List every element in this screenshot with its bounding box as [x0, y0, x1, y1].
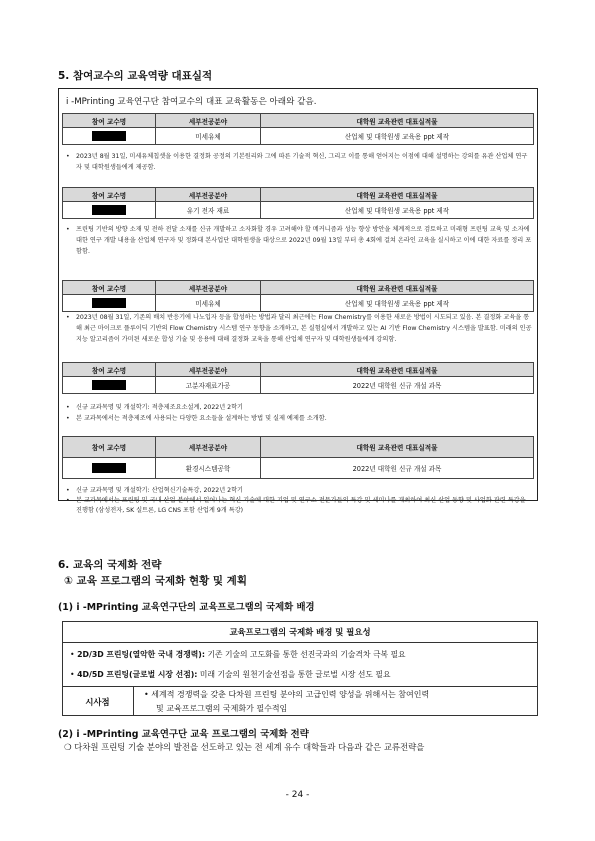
- col-professor: 참여 교수명: [63, 363, 156, 377]
- entry-bullets-3: [66, 313, 532, 345]
- implication-line-2: 및 교육프로그램의 국제화가 필수적임: [156, 704, 288, 713]
- achievement-cell: 2022년 대학원 신규 개설 과목: [261, 458, 534, 479]
- col-field: 세부전공분야: [156, 188, 261, 202]
- col-professor: 참여 교수명: [63, 281, 156, 295]
- field-cell: 유기 전자 재료: [156, 202, 261, 219]
- background-row-1: • 2D/3D 프린팅(열악한 국내 경쟁력): 기존 기술의 고도화를 통한 선진국과의 기술격차 극복 필요: [70, 650, 406, 659]
- row-text: 미래 기술의 원천기술선점을 통한 글로벌 시장 선도 필요: [197, 670, 391, 679]
- col-achievement: 대학원 교육관련 대표실적물: [261, 114, 534, 128]
- entry-table-3: [62, 280, 534, 312]
- entry-table-4: [62, 362, 534, 394]
- field-cell: 미세유체: [156, 295, 261, 312]
- col-achievement: 대학원 교육관련 대표실적물: [261, 281, 534, 295]
- entry-table-5: [62, 436, 534, 479]
- row-bold: 4D/5D 프린팅(글로벌 시장 선점):: [77, 670, 198, 679]
- col-field: 세부전공분야: [156, 281, 261, 295]
- page-number: - 24 -: [285, 790, 310, 800]
- subsection-1-heading: (1) i -MPrinting 교육연구단의 교육프로그램의 국제화 배경: [58, 602, 315, 613]
- row-bold: 2D/3D 프린팅(열악한 국내 경쟁력):: [77, 650, 205, 659]
- redacted-name: [92, 463, 126, 473]
- subsection-2-heading: (2) i -MPrinting 교육연구단 교육 프로그램의 국제화 전략: [58, 729, 309, 740]
- implication-label: 시사점: [62, 686, 134, 716]
- bullet-item: • 신규 교과목명 및 개설학기: 산업혁신기술특강, 2022년 2학기: [66, 486, 532, 496]
- achievement-cell: 산업체 및 대학원생 교육용 ppt 제작: [261, 202, 534, 219]
- col-professor: 참여 교수명: [63, 437, 156, 458]
- bullet-item: • 신규 교과목명 및 개설학기: 적층제조요소설계, 2022년 2학기: [66, 403, 532, 414]
- section6-subtitle: ① 교육 프로그램의 국제화 현황 및 계획: [64, 575, 247, 587]
- redacted-name: [92, 205, 126, 215]
- col-achievement: 대학원 교육관련 대표실적물: [261, 363, 534, 377]
- entry-bullets-2: [66, 225, 532, 257]
- background-row-2: • 4D/5D 프린팅(글로벌 시장 선점): 미래 기술의 원천기술선점을 통한 글로벌 시장 선도 필요: [70, 670, 391, 679]
- achievement-cell: 산업체 및 대학원생 교육용 ppt 제작: [261, 295, 534, 312]
- implication-line-1: • 세계적 경쟁력을 갖춘 다차원 프린팅 분야의 고급인력 양성을 위해서는 참여인력: [144, 690, 430, 699]
- entry-bullets-4: [66, 403, 532, 425]
- col-field: 세부전공분야: [156, 114, 261, 128]
- bullet-item: • 2023년 8월 31일, 미세유체칩셋을 이용한 결정화 공정의 기본원리와 그에 따른 기술적 혁신, 그리고 이를 통해 얻어지는 이점에 대해 설명하는 강의를 유관 산업체 연구자 및 대학원생들에게 제공함.: [66, 152, 532, 174]
- col-field: 세부전공분야: [156, 363, 261, 377]
- col-professor: 참여 교수명: [63, 114, 156, 128]
- entry-table-1: [62, 113, 534, 145]
- bullet-item: • 본 교과목에서는 적층제조에 사용되는 다양한 요소들을 설계하는 방법 및 실제 예제를 소개함.: [66, 414, 532, 425]
- field-cell: 고분자재료가공: [156, 377, 261, 394]
- entry-table-2: [62, 187, 534, 219]
- row-text: 기존 기술의 고도화를 통한 선진국과의 기술격차 극복 필요: [204, 650, 406, 659]
- bullet-item: • 본 교과목에서는 프린팅 및 국내 산업 분야에서 일어나는 혁신 기술에 대한 기업 및 연구소 전문가들의 특강 및 세미나를 개최하여 최신 산업 동향 및 사업화 관련 특강을 진행함 (삼성전자, SK 실트론, LG CNS 포함 산업계 9개 특강): [66, 496, 532, 516]
- col-achievement: 대학원 교육관련 대표실적물: [261, 188, 534, 202]
- col-achievement: 대학원 교육관련 대표실적물: [261, 437, 534, 458]
- bullet-item: • 프린팅 기반의 방향 소재 및 전하 전달 소재를 신규 개발하고 소자화할 경우 고려해야 할 메커니즘과 성능 향상 방안을 체계적으로 검토하고 미래형 프린팅 교육 및 소자에 대한 연구 개발 내용을 산업체 연구자 및 정화대 본사업단 대학원생을 대상으로 2022년 09월 13일 부터 총 4회에 걸쳐 온라인 교육을 실시하고 이에 대한 자료를 정리 포함함.: [66, 225, 532, 257]
- achievement-cell: 산업체 및 대학원생 교육용 ppt 제작: [261, 128, 534, 145]
- bullet-item: • 2023년 08월 31일, 기존의 배치 반응기에 나노입자 등을 합성하는 방법과 달리 최근에는 Flow Chemistry를 이용한 새로운 방법이 시도되고 있음. 본 결정화 교육을 통해 최근 마이크로 플루이딕 기반의 Flow Chemistry 시스템 연구 동향을 소개하고, 본 실험실에서 개발하고 있는 AI 기반 Flow Chemistry 시스템을 발표함. 미래의 인공지능 알고리즘이 가미된 새로운 합성 기술 및 응용에 대해 결정화 교육을 통해 산업체 연구자 및 대학원생들에게 강의함.: [66, 313, 532, 345]
- section5-title: 5. 참여교수의 교육역량 대표실적: [58, 70, 213, 82]
- achievement-cell: 2022년 대학원 신규 개설 과목: [261, 377, 534, 394]
- field-cell: 미세유체: [156, 128, 261, 145]
- redacted-name: [92, 380, 126, 390]
- col-professor: 참여 교수명: [63, 188, 156, 202]
- entry-bullets-5: [66, 486, 532, 517]
- strategy-paragraph: ❍ 다차원 프린팅 기술 분야의 발전을 선도하고 있는 전 세계 유수 대학들과 다음과 같은 교류전략을: [64, 742, 425, 752]
- implication-text: [144, 688, 429, 716]
- section5-intro: i -MPrinting 교육연구단 참여교수의 대표 교육활동은 아래와 같음.: [66, 97, 317, 107]
- background-box-title: 교육프로그램의 국제화 배경 및 필요성: [62, 621, 538, 643]
- field-cell: 환경시스템공학: [156, 458, 261, 479]
- redacted-name: [92, 298, 126, 308]
- section6-title: 6. 교육의 국제화 전략: [58, 559, 162, 571]
- col-field: 세부전공분야: [156, 437, 261, 458]
- divider: [134, 686, 538, 687]
- entry-bullets-1: [66, 152, 532, 174]
- redacted-name: [92, 131, 126, 141]
